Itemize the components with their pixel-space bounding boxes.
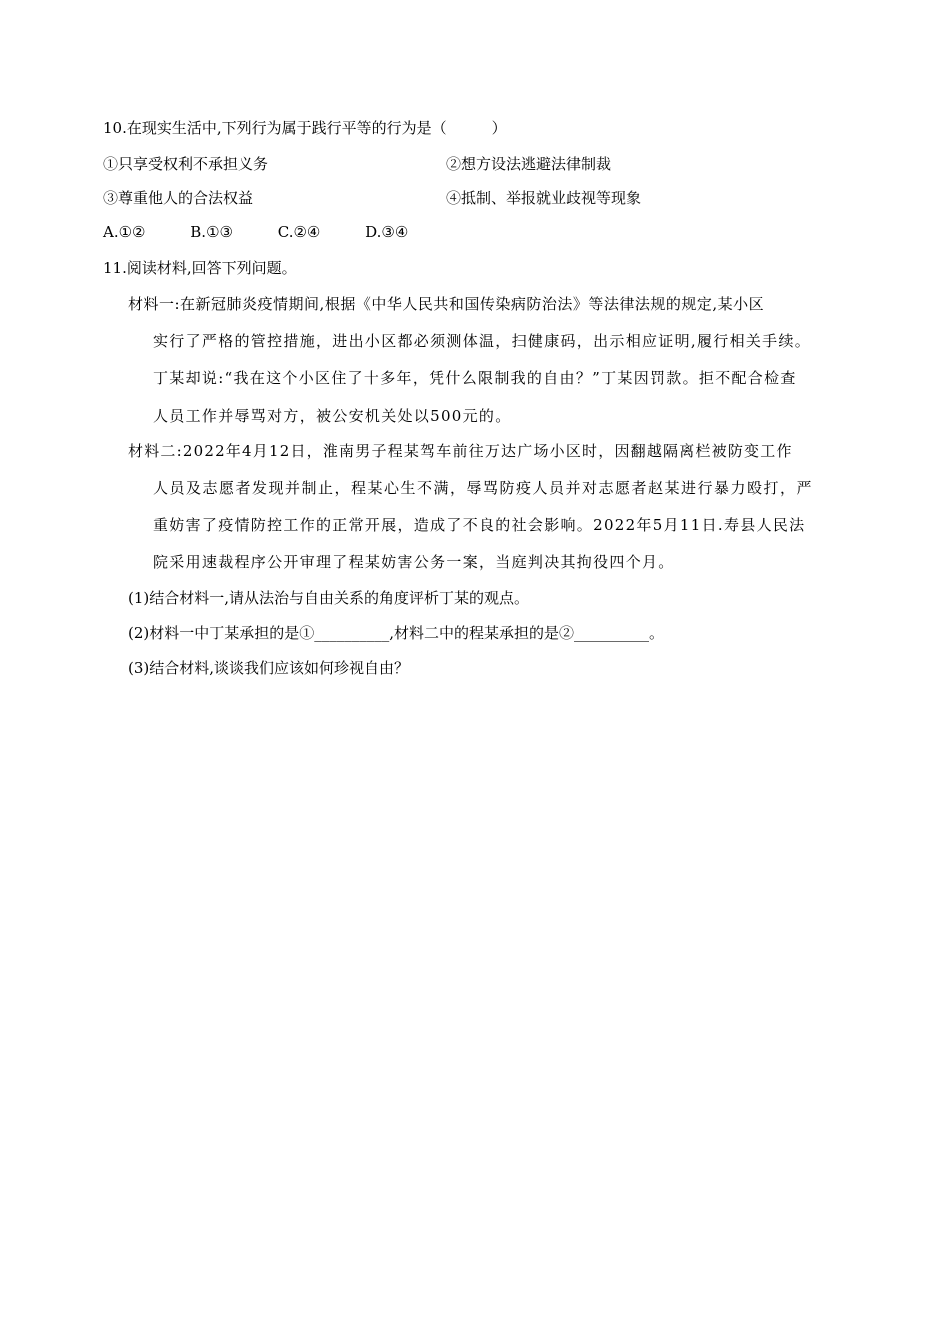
q11-sub1: (1)结合材料一,请从法治与自由关系的角度评析丁某的观点。 [128,589,530,607]
q10-option-c: C.②④ [277,223,321,241]
q11-stem: 11.阅读材料,回答下列问题。 [103,259,297,277]
q11-sub2: (2)材料一中丁某承担的是①__________,材料二中的程某承担的是②__________。 [128,624,665,642]
material2-line-3: 重妨害了疫情防控工作的正常开展，造成了不良的社会影响。2022年5月11日.寿县人民法 [153,516,806,534]
material1-line-3: 丁某却说:“我在这个小区住了十多年，凭什么限制我的自由？”丁某因罚款。拒不配合检查 [153,369,797,387]
material2-line-1: 材料二:2022年4月12日，淮南男子程某驾车前往万达广场小区时，因翻越隔离栏被防变工作 [128,442,793,460]
q10-stem: 10.在现实生活中,下列行为属于践行平等的行为是（ ） [103,119,507,137]
material1-line-1: 材料一:在新冠肺炎疫情期间,根据《中华人民共和国传染病防治法》等法律法规的规定,某小区 [128,295,765,313]
q10-option-b: B.①③ [190,223,233,241]
q10-items-row2 [103,188,803,208]
q10-options [103,222,448,242]
q10-item-2: ②想方设法逃避法律制裁 [446,155,612,173]
material2-line-4: 院采用速裁程序公开审理了程某妨害公务一案，当庭判决其拘役四个月。 [153,553,675,571]
q10-option-a: A.①② [103,223,146,241]
q11-sub3: (3)结合材料,谈谈我们应该如何珍视自由？ [128,659,410,677]
q10-option-d: D.③④ [365,223,409,241]
q10-item-4: ④抵制、举报就业歧视等现象 [446,189,642,207]
material2-line-2: 人员及志愿者发现并制止，程某心生不满，辱骂防疫人员并对志愿者赵某进行暴力殴打，严 [153,479,814,497]
material1-line-4: 人员工作并辱骂对方，被公安机关处以500元的。 [153,407,512,425]
q10-item-1: ①只享受权利不承担义务 [103,155,269,173]
q10-items-row1 [103,154,803,174]
material1-line-2: 实行了严格的管控措施，进出小区都必须测体温，扫健康码，出示相应证明,履行相关手续。 [153,332,812,350]
q10-item-3: ③尊重他人的合法权益 [103,189,254,207]
